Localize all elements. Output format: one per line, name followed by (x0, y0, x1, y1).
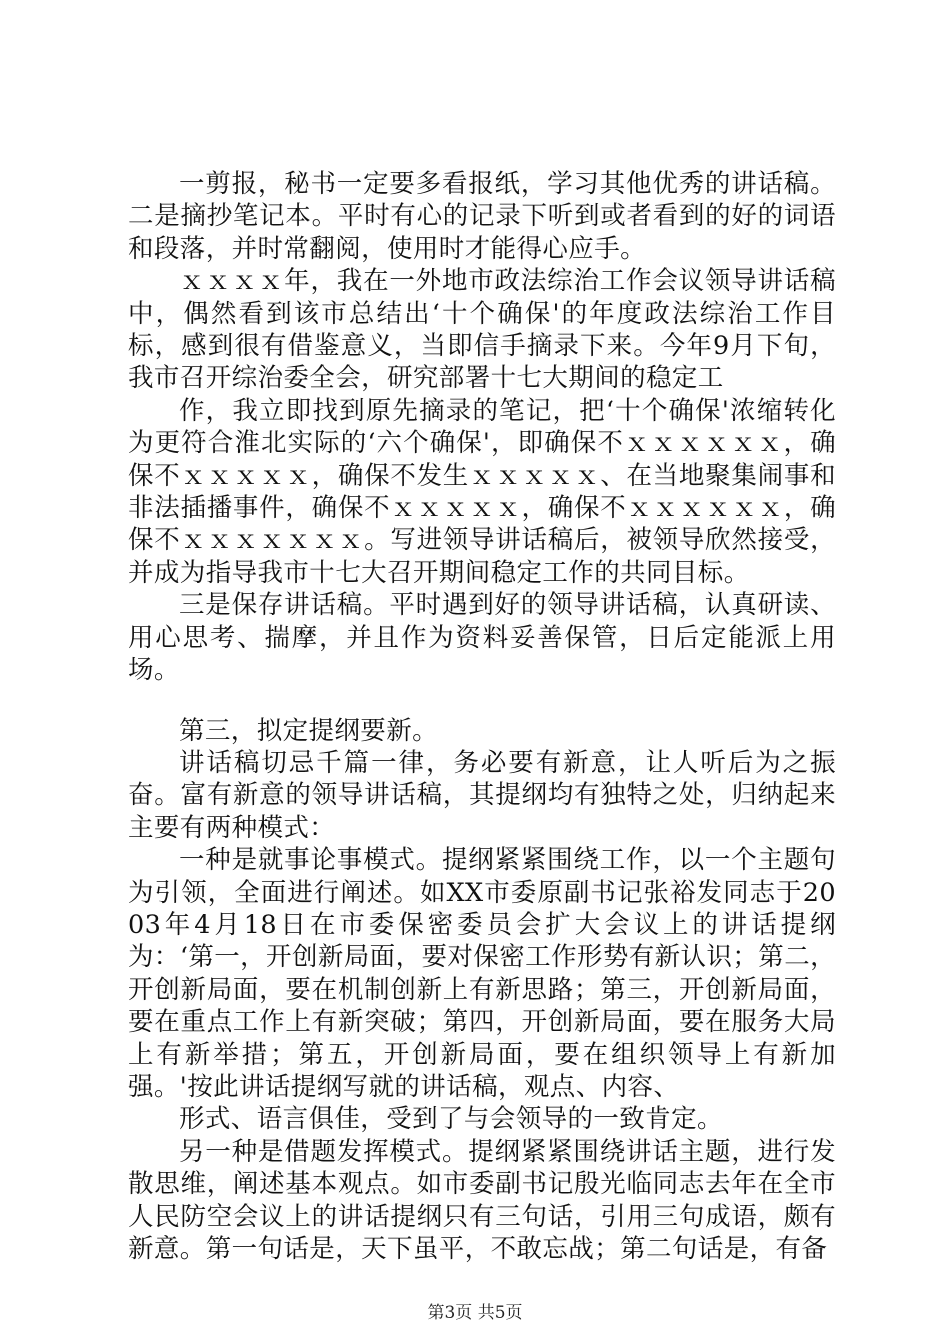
paragraph-8: 另一种是借题发挥模式。提纲紧紧围绕讲话主题，进行发散思维，阐述基本观点。如市委副书记殷光临同志去年在全市人民防空会议上的讲话提纲只有三句话，引用三句成语，颇有新意。第一句话是，天下虽平，不敢忘战；第二句话是，有备 (128, 1136, 836, 1264)
paragraph-2: ｘｘｘｘ年，我在一外地市政法综治工作会议领导讲话稿中，偶然看到该市总结出‘十个确保'的年度政法综治工作目标，感到很有借鉴意义，当即信手摘录下来。今年9月下旬，我市召开综治委全会，研究部署十七大期间的稳定工 (128, 266, 836, 394)
paragraph-7: 形式、语言俱佳，受到了与会领导的一致肯定。 (179, 1104, 723, 1135)
paragraph-1: 一剪报，秘书一定要多看报纸，学习其他优秀的讲话稿。二是摘抄笔记本。平时有心的记录下听到或者看到的好的词语和段落，并时常翻阅，使用时才能得心应手。 (128, 169, 836, 264)
paragraph-6: 一种是就事论事模式。提纲紧紧围绕工作，以一个主题句为引领，全面进行阐述。如XX市委原副书记张裕发同志于2003年4月18日在市委保密委员会扩大会议上的讲话提纲为：‘第一，开创新局面，要对保密工作形势有新认识；第二，开创新局面，要在机制创新上有新思路；第三，开创新局面，要在重点工作上有新突破；第四，开创新局面，要在服务大局上有新举措；第五，开创新局面，要在组织领导上有新加强。'按此讲话提纲写就的讲话稿，观点、内容、 (128, 845, 836, 1102)
paragraph-3: 作，我立即找到原先摘录的笔记，把‘十个确保'浓缩转化为更符合淮北实际的‘六个确保'，即确保不ｘｘｘｘｘｘ，确保不ｘｘｘｘｘ，确保不发生ｘｘｘｘｘ、在当地聚集闹事和非法插播事件，确保不ｘｘｘｘｘ，确保不ｘｘｘｘｘｘ，确保不ｘｘｘｘｘｘｘ。写进领导讲话稿后，被领导欣然接受，并成为指导我市十七大召开期间稳定工作的共同目标。 (128, 395, 836, 588)
section-heading: 第三，拟定提纲要新。 (179, 715, 439, 746)
page-number-footer: 第3页 共5页 (427, 1303, 523, 1323)
paragraph-4: 三是保存讲话稿。平时遇到好的领导讲话稿，认真研读、用心思考、揣摩，并且作为资料妥善保管，日后定能派上用场。 (128, 590, 836, 686)
document-body (128, 168, 836, 1265)
paragraph-5: 讲话稿切忌千篇一律，务必要有新意，让人听后为之振奋。富有新意的领导讲话稿，其提纲均有独特之处，归纳起来主要有两种模式： (128, 747, 836, 843)
